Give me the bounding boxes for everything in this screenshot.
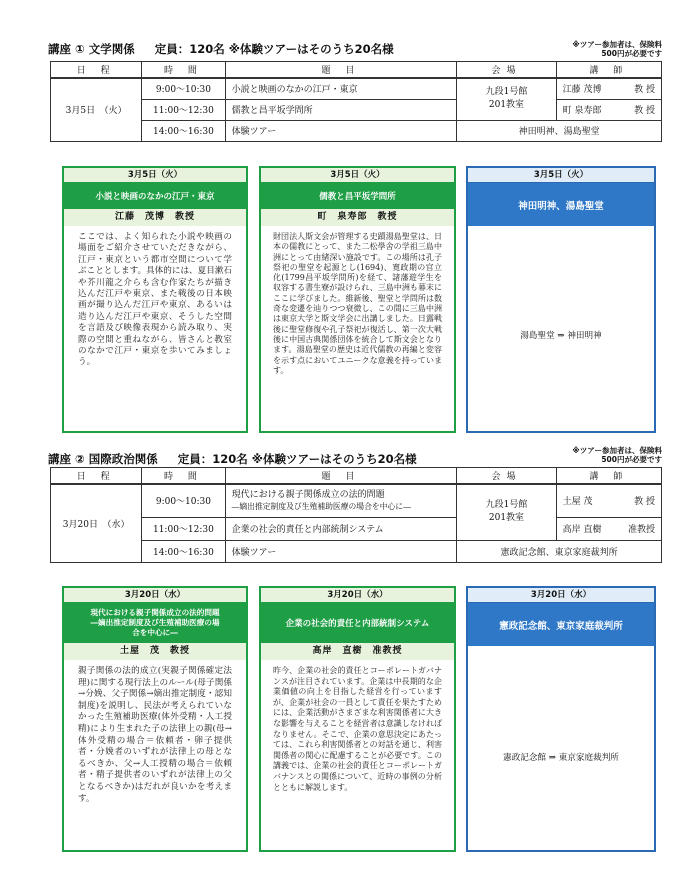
card-date: 3月5日（火）	[261, 168, 454, 183]
subject-line: ―嫡出推定制度及び生殖補助医療の場合を中心に―	[231, 501, 411, 511]
lecturer-title: 教 授	[634, 497, 655, 508]
header-venue: 会場	[457, 62, 556, 79]
lecture2-insurance-note	[572, 446, 662, 464]
table-row	[51, 517, 662, 540]
lecturer-name: 高岸 直樹	[562, 525, 602, 535]
lecturer-title: 教 授	[634, 106, 655, 116]
header-venue: 会場	[457, 468, 556, 485]
header-time: 時 間	[142, 62, 225, 79]
lecturer-name: 町 泉寿郎	[562, 106, 602, 116]
header-lecturer: 講 師	[556, 62, 661, 79]
tour-route-text: 湯島聖堂 ⇒ 神田明神	[520, 331, 602, 341]
session-subject: 企業の社会的責任と内部統制システム	[225, 517, 457, 540]
session-date: 3月5日 （火）	[51, 78, 142, 141]
note-line: ※ツアー参加者は、保険料	[572, 446, 662, 455]
session-lecturer	[556, 484, 661, 517]
lecture2-card-1	[62, 586, 248, 852]
venue-room: 201教室	[488, 513, 525, 524]
card-description: 親子関係の法的成立(実親子関係確定法理)に関する現行法上のルール(母子関係→分娩、父子関係→嫡出推定制度・認知制度)を説明し、民法が考えられていなかった生殖補助医療(体外受精・人工授精)により生まれた子の法律上の親(母→体外受精の場合＝依頼者・卵子提供者・分娩者のいずれが法律上の母となるべきか、父→人工授精の場合＝依頼者・精子提供者のいずれが法律上の父となるべきか)はだれが良いかを考えます。	[78, 666, 232, 804]
tour-route-text: 憲政記念館 ⇒ 東京家庭裁判所	[503, 753, 619, 763]
card-lecturer: 江藤 茂博 教授	[64, 209, 246, 226]
title-line: 合を中心に―	[132, 628, 178, 637]
session-date: 3月20日 （水）	[51, 484, 142, 562]
tour-route: 憲政記念館、東京家庭裁判所	[457, 540, 662, 562]
lecturer-name: 江藤 茂博	[562, 85, 602, 96]
header-lecturer: 講 師	[556, 468, 661, 485]
lecture1-title: 講座 ① 文学関係	[48, 42, 135, 56]
venue-room: 201教室	[488, 100, 525, 111]
card-title: 憲政記念館、東京家庭裁判所	[468, 603, 654, 646]
session-subject: 儒教と昌平坂学問所	[225, 99, 457, 120]
note-line: 500円が必要です	[601, 455, 662, 464]
lecture2-heading	[48, 451, 417, 467]
lecture1-heading	[48, 41, 394, 57]
card-lecturer: 町 泉寿郎 教授	[261, 209, 454, 226]
note-line: ※ツアー参加者は、保険料	[572, 40, 662, 49]
card-title: 儒教と昌平坂学問所	[261, 183, 454, 209]
table-row	[51, 120, 662, 141]
session-time: 9:00〜10:30	[142, 484, 225, 517]
card-title: 小説と映画のなかの江戸・東京	[64, 183, 246, 209]
lecture1-card-3	[466, 166, 656, 433]
table-row	[51, 99, 662, 120]
session-time: 14:00〜16:30	[142, 120, 225, 141]
card-lecturer: 土屋 茂 教授	[64, 643, 246, 660]
card-date: 3月5日（火）	[64, 168, 246, 183]
session-lecturer	[556, 517, 661, 540]
session-time: 9:00〜10:30	[142, 78, 225, 99]
session-subject: 小説と映画のなかの江戸・東京	[225, 78, 457, 99]
lecturer-name: 土屋 茂	[562, 497, 593, 508]
header-subject: 題 目	[225, 62, 457, 79]
lecture2-capacity: 定員：120名 ※体験ツアーはそのうち20名様	[177, 452, 417, 466]
lecture1-card-1	[62, 166, 248, 433]
card-date: 3月20日（水）	[468, 588, 654, 603]
title-line: ―嫡出推定制度及び生殖補助医療の場	[90, 618, 220, 627]
subject-line: 現代における親子関係成立の法的問題	[231, 489, 385, 500]
session-venue	[457, 78, 556, 120]
session-subject: 体験ツアー	[225, 120, 457, 141]
card-date: 3月20日（水）	[261, 588, 454, 603]
table-row	[51, 78, 662, 99]
card-title: 企業の社会的責任と内部統制システム	[261, 603, 454, 643]
session-time: 14:00〜16:30	[142, 540, 225, 562]
title-line: 現代における親子関係成立の法的問題	[90, 608, 220, 617]
session-lecturer	[556, 78, 661, 99]
session-subject	[225, 484, 457, 517]
note-line: 500円が必要です	[601, 49, 662, 58]
card-description: 財団法人斯文会が管理する史蹟湯島聖堂は、日本の儒教にとって、また二松學舍の学祖三島中洲にとって由緒深い施設です。この場所は孔子祭祀の聖堂を起源とし(1694)、寛政期の官立化(1799昌平坂学問所)を経て、諸藩遊学生を収容する書生寮が設けられ、三島中洲も幕末にここに学びました。維新後、聖堂と学問所は数奇な変遷を辿りつつ衰微し、この間に三島中洲は東京大学と斯文学会に出講しました。日露戦後に聖堂修復や孔子祭祀が復活し、第一次大戦後に中国古典関係団体を統合して斯文会となります。湯島聖堂の歴史は近代儒教の再編と変容を示す点においてユニークな意義を持っています。	[273, 232, 442, 375]
card-date: 3月20日（水）	[64, 588, 246, 603]
venue-building: 九段1号館	[485, 87, 528, 98]
lecture2-card-3	[466, 586, 656, 852]
session-subject: 体験ツアー	[225, 540, 457, 562]
header-time: 時 間	[142, 468, 225, 485]
tour-route: 神田明神、湯島聖堂	[457, 120, 662, 141]
table-header-row	[51, 468, 662, 485]
table-row	[51, 484, 662, 517]
lecture1-capacity: 定員：120名 ※体験ツアーはそのうち20名様	[154, 42, 394, 56]
card-description: 昨今、企業の社会的責任とコーポレートガバナンスが注目されています。企業は中長期的な企業価値の向上を目指した経営を行っていますが、企業が社会の一員として責任を果たすためには、企業活動がさまざまな利害関係者に大きな影響を与えることを経営者は意識しなければなりません。そこで、企業の意思決定にあたっては、これら利害関係者との対話を通じ、利害関係者の関心に配慮することが必要です。この講義では、企業の社会的責任とコーポレートガバナンスとの関係について、近時の事例の分析とともに解説します。	[273, 666, 442, 792]
venue-building: 九段1号館	[485, 500, 528, 511]
header-subject: 題 目	[225, 468, 457, 485]
lecture1-insurance-note	[572, 40, 662, 58]
lecture2-card-2	[259, 586, 456, 852]
card-title: 神田明神、湯島聖堂	[468, 183, 654, 226]
session-venue	[457, 484, 556, 540]
card-description: ここでは、よく知られた小説や映画の場面をご紹介させていただきながら、江戸・東京という都市空間について学ぶこととします。具体的には、夏目漱石や芥川龍之介らも含む作家たちが描き込んだ江戸や東京、また戦後の日本映画が撮り込んだ江戸や東京、あるいは造り込んだ江戸や東京、そうした空間を言語及び映像表現から読み取り、実際の空間と重ねながら、皆さんと教室のなかで江戸・東京を歩いてみましょう。	[78, 232, 233, 368]
card-title	[64, 603, 246, 643]
lecture1-schedule-table	[50, 61, 662, 142]
table-header-row	[51, 62, 662, 79]
card-lecturer: 高岸 直樹 准教授	[261, 643, 454, 660]
table-row	[51, 540, 662, 562]
card-date: 3月5日（火）	[468, 168, 654, 183]
session-time: 11:00〜12:30	[142, 517, 225, 540]
session-lecturer	[556, 99, 661, 120]
lecture1-card-2	[259, 166, 456, 433]
header-date: 日 程	[51, 468, 142, 485]
lecturer-title: 准教授	[627, 525, 655, 535]
header-date: 日 程	[51, 62, 142, 79]
lecturer-title: 教 授	[634, 85, 655, 96]
session-time: 11:00〜12:30	[142, 99, 225, 120]
lecture2-title: 講座 ② 国際政治関係	[48, 452, 158, 466]
lecture2-schedule-table	[50, 467, 662, 563]
